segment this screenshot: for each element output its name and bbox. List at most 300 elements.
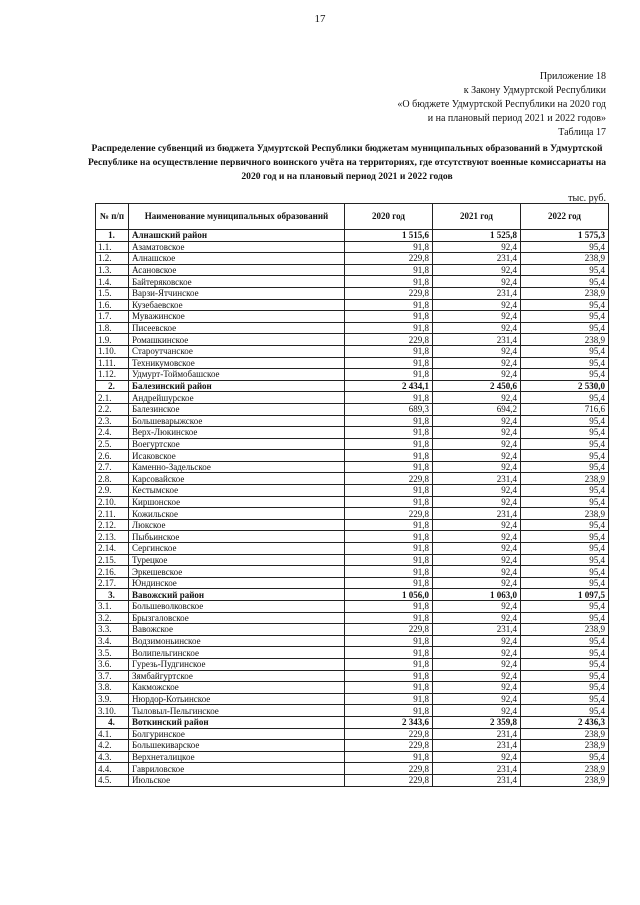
row-name: Нюрдор-Котьинское: [129, 693, 345, 705]
row-value-2022: 95,4: [521, 670, 609, 682]
row-name: Воткинский район: [129, 716, 345, 728]
table-row: [96, 287, 609, 299]
row-name: Сергинское: [129, 543, 345, 555]
table-row: [96, 264, 609, 276]
row-name: Балезинский район: [129, 380, 345, 392]
table-row: [96, 427, 609, 439]
row-value-2021: 92,4: [433, 554, 521, 566]
row-number: 2.12.: [96, 519, 129, 531]
row-value-2020: 1 515,6: [345, 230, 433, 242]
row-value-2021: 92,4: [433, 566, 521, 578]
row-value-2020: 91,8: [345, 658, 433, 670]
row-value-2020: 91,8: [345, 322, 433, 334]
row-value-2020: 91,8: [345, 392, 433, 404]
row-number: 4.5.: [96, 774, 129, 786]
row-value-2021: 92,4: [433, 357, 521, 369]
row-number: 2.17.: [96, 577, 129, 589]
row-value-2022: 238,9: [521, 287, 609, 299]
table-row: [96, 740, 609, 752]
row-value-2020: 91,8: [345, 543, 433, 555]
row-value-2020: 229,8: [345, 728, 433, 740]
row-value-2020: 91,8: [345, 519, 433, 531]
row-name: Вавожский район: [129, 589, 345, 601]
table-row: [96, 543, 609, 555]
row-name: Волипельгинское: [129, 647, 345, 659]
row-value-2021: 92,4: [433, 751, 521, 763]
row-name: Алнашское: [129, 253, 345, 265]
table-row: [96, 403, 609, 415]
row-value-2020: 91,8: [345, 693, 433, 705]
table-row: [96, 450, 609, 462]
row-value-2021: 92,4: [433, 693, 521, 705]
row-name: Болгуринское: [129, 728, 345, 740]
row-value-2020: 91,8: [345, 635, 433, 647]
row-number: 3.4.: [96, 635, 129, 647]
appendix-line: «О бюджете Удмуртской Республики на 2020 год: [397, 99, 606, 110]
table-row: [96, 253, 609, 265]
row-value-2022: 95,4: [521, 647, 609, 659]
row-value-2021: 1 063,0: [433, 589, 521, 601]
row-value-2020: 91,8: [345, 276, 433, 288]
row-number: 4.1.: [96, 728, 129, 740]
row-name: Тыловыл-Пельгинское: [129, 705, 345, 717]
table-row: [96, 601, 609, 613]
row-value-2021: 92,4: [433, 415, 521, 427]
row-number: 3.1.: [96, 601, 129, 613]
row-value-2021: 2 450,6: [433, 380, 521, 392]
table-row: [96, 392, 609, 404]
row-number: 2.4.: [96, 427, 129, 439]
table-row: [96, 369, 609, 381]
row-number: 1.8.: [96, 322, 129, 334]
row-number: 1.: [96, 230, 129, 242]
row-number: 4.4.: [96, 763, 129, 775]
row-number: 2.1.: [96, 392, 129, 404]
row-value-2022: 95,4: [521, 438, 609, 450]
row-value-2020: 91,8: [345, 612, 433, 624]
row-value-2020: 229,8: [345, 287, 433, 299]
row-value-2021: 231,4: [433, 253, 521, 265]
row-value-2022: 95,4: [521, 392, 609, 404]
row-value-2021: 92,4: [433, 264, 521, 276]
row-value-2021: 92,4: [433, 705, 521, 717]
row-value-2020: 91,8: [345, 554, 433, 566]
row-value-2022: 238,9: [521, 253, 609, 265]
row-name: Гурезь-Пудгинское: [129, 658, 345, 670]
row-name: Удмурт-Тоймобашское: [129, 369, 345, 381]
row-value-2021: 92,4: [433, 345, 521, 357]
row-value-2020: 91,8: [345, 311, 433, 323]
row-number: 4.2.: [96, 740, 129, 752]
row-value-2021: 92,4: [433, 682, 521, 694]
row-value-2020: 229,8: [345, 508, 433, 520]
row-value-2022: 95,4: [521, 450, 609, 462]
row-value-2022: 95,4: [521, 357, 609, 369]
row-value-2022: 95,4: [521, 519, 609, 531]
table-row: [96, 774, 609, 786]
row-value-2020: 229,8: [345, 473, 433, 485]
row-value-2022: 95,4: [521, 566, 609, 578]
table-row-district: [96, 716, 609, 728]
row-value-2021: 92,4: [433, 438, 521, 450]
row-value-2022: 95,4: [521, 601, 609, 613]
appendix-line: Приложение 18: [539, 71, 606, 82]
row-name: Турецкое: [129, 554, 345, 566]
table-number: Таблица 17: [558, 127, 606, 138]
table-row: [96, 647, 609, 659]
table-row: [96, 635, 609, 647]
table-row: [96, 461, 609, 473]
row-value-2022: 1 097,5: [521, 589, 609, 601]
row-name: Карсовайское: [129, 473, 345, 485]
row-number: 3.3.: [96, 624, 129, 636]
row-value-2021: 92,4: [433, 461, 521, 473]
row-number: 1.6.: [96, 299, 129, 311]
subventions-table: [95, 203, 609, 787]
row-value-2022: 238,9: [521, 334, 609, 346]
row-value-2022: 238,9: [521, 740, 609, 752]
row-name: Брызгаловское: [129, 612, 345, 624]
row-value-2021: 231,4: [433, 287, 521, 299]
row-value-2021: 92,4: [433, 311, 521, 323]
row-value-2022: 2 436,3: [521, 716, 609, 728]
row-name: Писеевское: [129, 322, 345, 334]
row-name: Кестымское: [129, 485, 345, 497]
row-value-2022: 95,4: [521, 461, 609, 473]
row-number: 2.14.: [96, 543, 129, 555]
row-number: 2.2.: [96, 403, 129, 415]
row-value-2022: 95,4: [521, 276, 609, 288]
row-name: Киршонское: [129, 496, 345, 508]
row-value-2021: 92,4: [433, 670, 521, 682]
row-number: 1.7.: [96, 311, 129, 323]
table-row: [96, 658, 609, 670]
row-name: Зямбайгуртское: [129, 670, 345, 682]
row-value-2020: 1 056,0: [345, 589, 433, 601]
row-number: 3.10.: [96, 705, 129, 717]
row-value-2021: 92,4: [433, 299, 521, 311]
row-value-2020: 91,8: [345, 751, 433, 763]
row-number: 2.6.: [96, 450, 129, 462]
table-row: [96, 531, 609, 543]
row-value-2021: 92,4: [433, 241, 521, 253]
row-value-2021: 92,4: [433, 450, 521, 462]
row-value-2020: 91,8: [345, 496, 433, 508]
row-value-2021: 231,4: [433, 624, 521, 636]
table-row: [96, 473, 609, 485]
row-name: Пыбьинское: [129, 531, 345, 543]
row-value-2022: 95,4: [521, 311, 609, 323]
table-row: [96, 322, 609, 334]
row-value-2022: 95,4: [521, 577, 609, 589]
row-value-2021: 231,4: [433, 508, 521, 520]
row-value-2020: 91,8: [345, 427, 433, 439]
row-value-2020: 91,8: [345, 531, 433, 543]
row-value-2021: 92,4: [433, 276, 521, 288]
row-name: Верх-Люкинское: [129, 427, 345, 439]
appendix-line: к Закону Удмуртской Республики: [463, 85, 606, 96]
table-row: [96, 693, 609, 705]
row-name: Эркешевское: [129, 566, 345, 578]
row-name: Гавриловское: [129, 763, 345, 775]
row-number: 2.3.: [96, 415, 129, 427]
row-name: Техникумовское: [129, 357, 345, 369]
row-value-2021: 92,4: [433, 531, 521, 543]
row-name: Большекиварское: [129, 740, 345, 752]
row-name: Кожильское: [129, 508, 345, 520]
row-value-2022: 238,9: [521, 774, 609, 786]
row-value-2020: 91,8: [345, 566, 433, 578]
row-number: 2.5.: [96, 438, 129, 450]
row-name: Кузебаевское: [129, 299, 345, 311]
row-name: Муважинское: [129, 311, 345, 323]
row-value-2021: 92,4: [433, 369, 521, 381]
row-name: Люкское: [129, 519, 345, 531]
row-value-2020: 91,8: [345, 241, 433, 253]
table-row: [96, 612, 609, 624]
row-value-2022: 95,4: [521, 345, 609, 357]
row-value-2020: 91,8: [345, 485, 433, 497]
row-value-2022: 95,4: [521, 485, 609, 497]
table-row: [96, 415, 609, 427]
row-value-2021: 1 525,8: [433, 230, 521, 242]
header-2022: 2022 год: [521, 204, 609, 230]
table-row: [96, 624, 609, 636]
table-row: [96, 508, 609, 520]
row-value-2020: 91,8: [345, 345, 433, 357]
row-value-2020: 91,8: [345, 577, 433, 589]
row-number: 3.6.: [96, 658, 129, 670]
table-row: [96, 728, 609, 740]
row-name: Вавожское: [129, 624, 345, 636]
row-value-2021: 92,4: [433, 635, 521, 647]
table-row: [96, 357, 609, 369]
row-value-2022: 95,4: [521, 635, 609, 647]
row-value-2021: 92,4: [433, 647, 521, 659]
row-value-2020: 229,8: [345, 624, 433, 636]
row-number: 4.: [96, 716, 129, 728]
table-body: [96, 230, 609, 787]
header-name: Наименование муниципальных образований: [129, 204, 345, 230]
row-value-2021: 92,4: [433, 392, 521, 404]
row-number: 2.11.: [96, 508, 129, 520]
table-row: [96, 751, 609, 763]
table-row: [96, 554, 609, 566]
row-number: 2.: [96, 380, 129, 392]
row-value-2020: 91,8: [345, 647, 433, 659]
row-value-2021: 231,4: [433, 473, 521, 485]
row-name: Ромашкинское: [129, 334, 345, 346]
row-name: Алнашский район: [129, 230, 345, 242]
row-number: 3.: [96, 589, 129, 601]
row-number: 2.8.: [96, 473, 129, 485]
row-number: 4.3.: [96, 751, 129, 763]
row-value-2020: 91,8: [345, 357, 433, 369]
table-row-district: [96, 380, 609, 392]
row-name: Юндинское: [129, 577, 345, 589]
table-row: [96, 763, 609, 775]
row-value-2020: 689,3: [345, 403, 433, 415]
row-value-2022: 238,9: [521, 763, 609, 775]
row-value-2022: 2 530,0: [521, 380, 609, 392]
row-value-2022: 95,4: [521, 241, 609, 253]
row-value-2022: 716,6: [521, 403, 609, 415]
row-value-2022: 238,9: [521, 728, 609, 740]
table-row-district: [96, 589, 609, 601]
row-value-2020: 91,8: [345, 601, 433, 613]
row-value-2020: 91,8: [345, 461, 433, 473]
row-name: Азаматовское: [129, 241, 345, 253]
table-row: [96, 311, 609, 323]
document-title: Распределение субвенций из бюджета Удмуртской Республики бюджетам муниципальных образований в Удмуртской Республике на осуществление первичного воинского учёта на территориях, где отсутствуют военные комиссариаты на 2020 год и на плановый период 2021 и 2022 годов: [87, 143, 607, 182]
row-number: 1.9.: [96, 334, 129, 346]
row-number: 1.1.: [96, 241, 129, 253]
header-2021: 2021 год: [433, 204, 521, 230]
row-value-2020: 91,8: [345, 299, 433, 311]
row-value-2022: 95,4: [521, 322, 609, 334]
row-value-2021: 92,4: [433, 519, 521, 531]
row-number: 2.13.: [96, 531, 129, 543]
row-number: 3.8.: [96, 682, 129, 694]
row-value-2021: 92,4: [433, 601, 521, 613]
row-number: 1.10.: [96, 345, 129, 357]
row-value-2022: 95,4: [521, 369, 609, 381]
row-name: Варзи-Ятчинское: [129, 287, 345, 299]
row-value-2022: 1 575,3: [521, 230, 609, 242]
row-name: Асановское: [129, 264, 345, 276]
row-value-2021: 231,4: [433, 740, 521, 752]
row-value-2022: 95,4: [521, 658, 609, 670]
row-value-2022: 95,4: [521, 554, 609, 566]
row-value-2021: 231,4: [433, 728, 521, 740]
row-value-2021: 92,4: [433, 322, 521, 334]
header-number: № п/п: [96, 204, 129, 230]
row-number: 3.2.: [96, 612, 129, 624]
table-row: [96, 705, 609, 717]
row-value-2022: 95,4: [521, 612, 609, 624]
row-value-2021: 694,2: [433, 403, 521, 415]
row-name: Исаковское: [129, 450, 345, 462]
row-value-2020: 229,8: [345, 774, 433, 786]
page-number: 17: [314, 13, 326, 25]
row-value-2021: 92,4: [433, 543, 521, 555]
row-number: 2.7.: [96, 461, 129, 473]
row-name: Байтеряковское: [129, 276, 345, 288]
row-value-2020: 91,8: [345, 682, 433, 694]
table-row-district: [96, 230, 609, 242]
row-value-2021: 2 359,8: [433, 716, 521, 728]
row-number: 1.2.: [96, 253, 129, 265]
row-number: 2.10.: [96, 496, 129, 508]
row-name: Андрейшурское: [129, 392, 345, 404]
table-row: [96, 519, 609, 531]
row-name: Водзимоньинское: [129, 635, 345, 647]
header-2020: 2020 год: [345, 204, 433, 230]
row-value-2022: 95,4: [521, 496, 609, 508]
table-row: [96, 241, 609, 253]
row-number: 2.15.: [96, 554, 129, 566]
row-name: Балезинское: [129, 403, 345, 415]
row-value-2021: 92,4: [433, 577, 521, 589]
row-value-2022: 95,4: [521, 751, 609, 763]
row-name: Июльское: [129, 774, 345, 786]
row-value-2022: 95,4: [521, 705, 609, 717]
row-value-2021: 231,4: [433, 774, 521, 786]
row-value-2020: 91,8: [345, 705, 433, 717]
row-value-2022: 95,4: [521, 693, 609, 705]
row-value-2020: 229,8: [345, 740, 433, 752]
table-row: [96, 438, 609, 450]
row-value-2020: 91,8: [345, 369, 433, 381]
row-number: 1.11.: [96, 357, 129, 369]
row-value-2020: 91,8: [345, 438, 433, 450]
row-value-2020: 91,8: [345, 415, 433, 427]
row-number: 1.12.: [96, 369, 129, 381]
row-number: 2.16.: [96, 566, 129, 578]
row-name: Воегуртское: [129, 438, 345, 450]
row-value-2020: 2 434,1: [345, 380, 433, 392]
row-value-2022: 95,4: [521, 531, 609, 543]
row-number: 1.4.: [96, 276, 129, 288]
row-value-2021: 92,4: [433, 612, 521, 624]
table-row: [96, 566, 609, 578]
appendix-header: [397, 70, 606, 140]
row-name: Староутчанское: [129, 345, 345, 357]
appendix-line: и на плановый период 2021 и 2022 годов»: [427, 113, 606, 124]
table-row: [96, 334, 609, 346]
row-value-2022: 238,9: [521, 473, 609, 485]
table-row: [96, 682, 609, 694]
units-label: тыс. руб.: [568, 193, 606, 204]
row-value-2021: 92,4: [433, 485, 521, 497]
row-number: 3.7.: [96, 670, 129, 682]
row-name: Большеварыжское: [129, 415, 345, 427]
row-value-2021: 92,4: [433, 427, 521, 439]
row-value-2020: 91,8: [345, 264, 433, 276]
row-number: 3.5.: [96, 647, 129, 659]
row-value-2020: 91,8: [345, 450, 433, 462]
row-name: Верхнеталицкое: [129, 751, 345, 763]
row-value-2022: 95,4: [521, 415, 609, 427]
table-row: [96, 496, 609, 508]
row-number: 1.5.: [96, 287, 129, 299]
table-header-row: [96, 204, 609, 230]
row-number: 2.9.: [96, 485, 129, 497]
table-row: [96, 299, 609, 311]
table-row: [96, 276, 609, 288]
table-row: [96, 670, 609, 682]
row-name: Какможское: [129, 682, 345, 694]
row-value-2021: 231,4: [433, 334, 521, 346]
table-row: [96, 577, 609, 589]
row-value-2020: 229,8: [345, 763, 433, 775]
row-value-2022: 95,4: [521, 264, 609, 276]
table-row: [96, 345, 609, 357]
row-value-2021: 92,4: [433, 658, 521, 670]
row-value-2020: 91,8: [345, 670, 433, 682]
row-value-2022: 238,9: [521, 508, 609, 520]
row-name: Большеволковское: [129, 601, 345, 613]
row-number: 1.3.: [96, 264, 129, 276]
row-value-2022: 95,4: [521, 543, 609, 555]
row-value-2022: 95,4: [521, 682, 609, 694]
row-value-2021: 92,4: [433, 496, 521, 508]
row-value-2021: 231,4: [433, 763, 521, 775]
row-value-2020: 229,8: [345, 253, 433, 265]
row-value-2022: 95,4: [521, 299, 609, 311]
table-row: [96, 485, 609, 497]
row-number: 3.9.: [96, 693, 129, 705]
